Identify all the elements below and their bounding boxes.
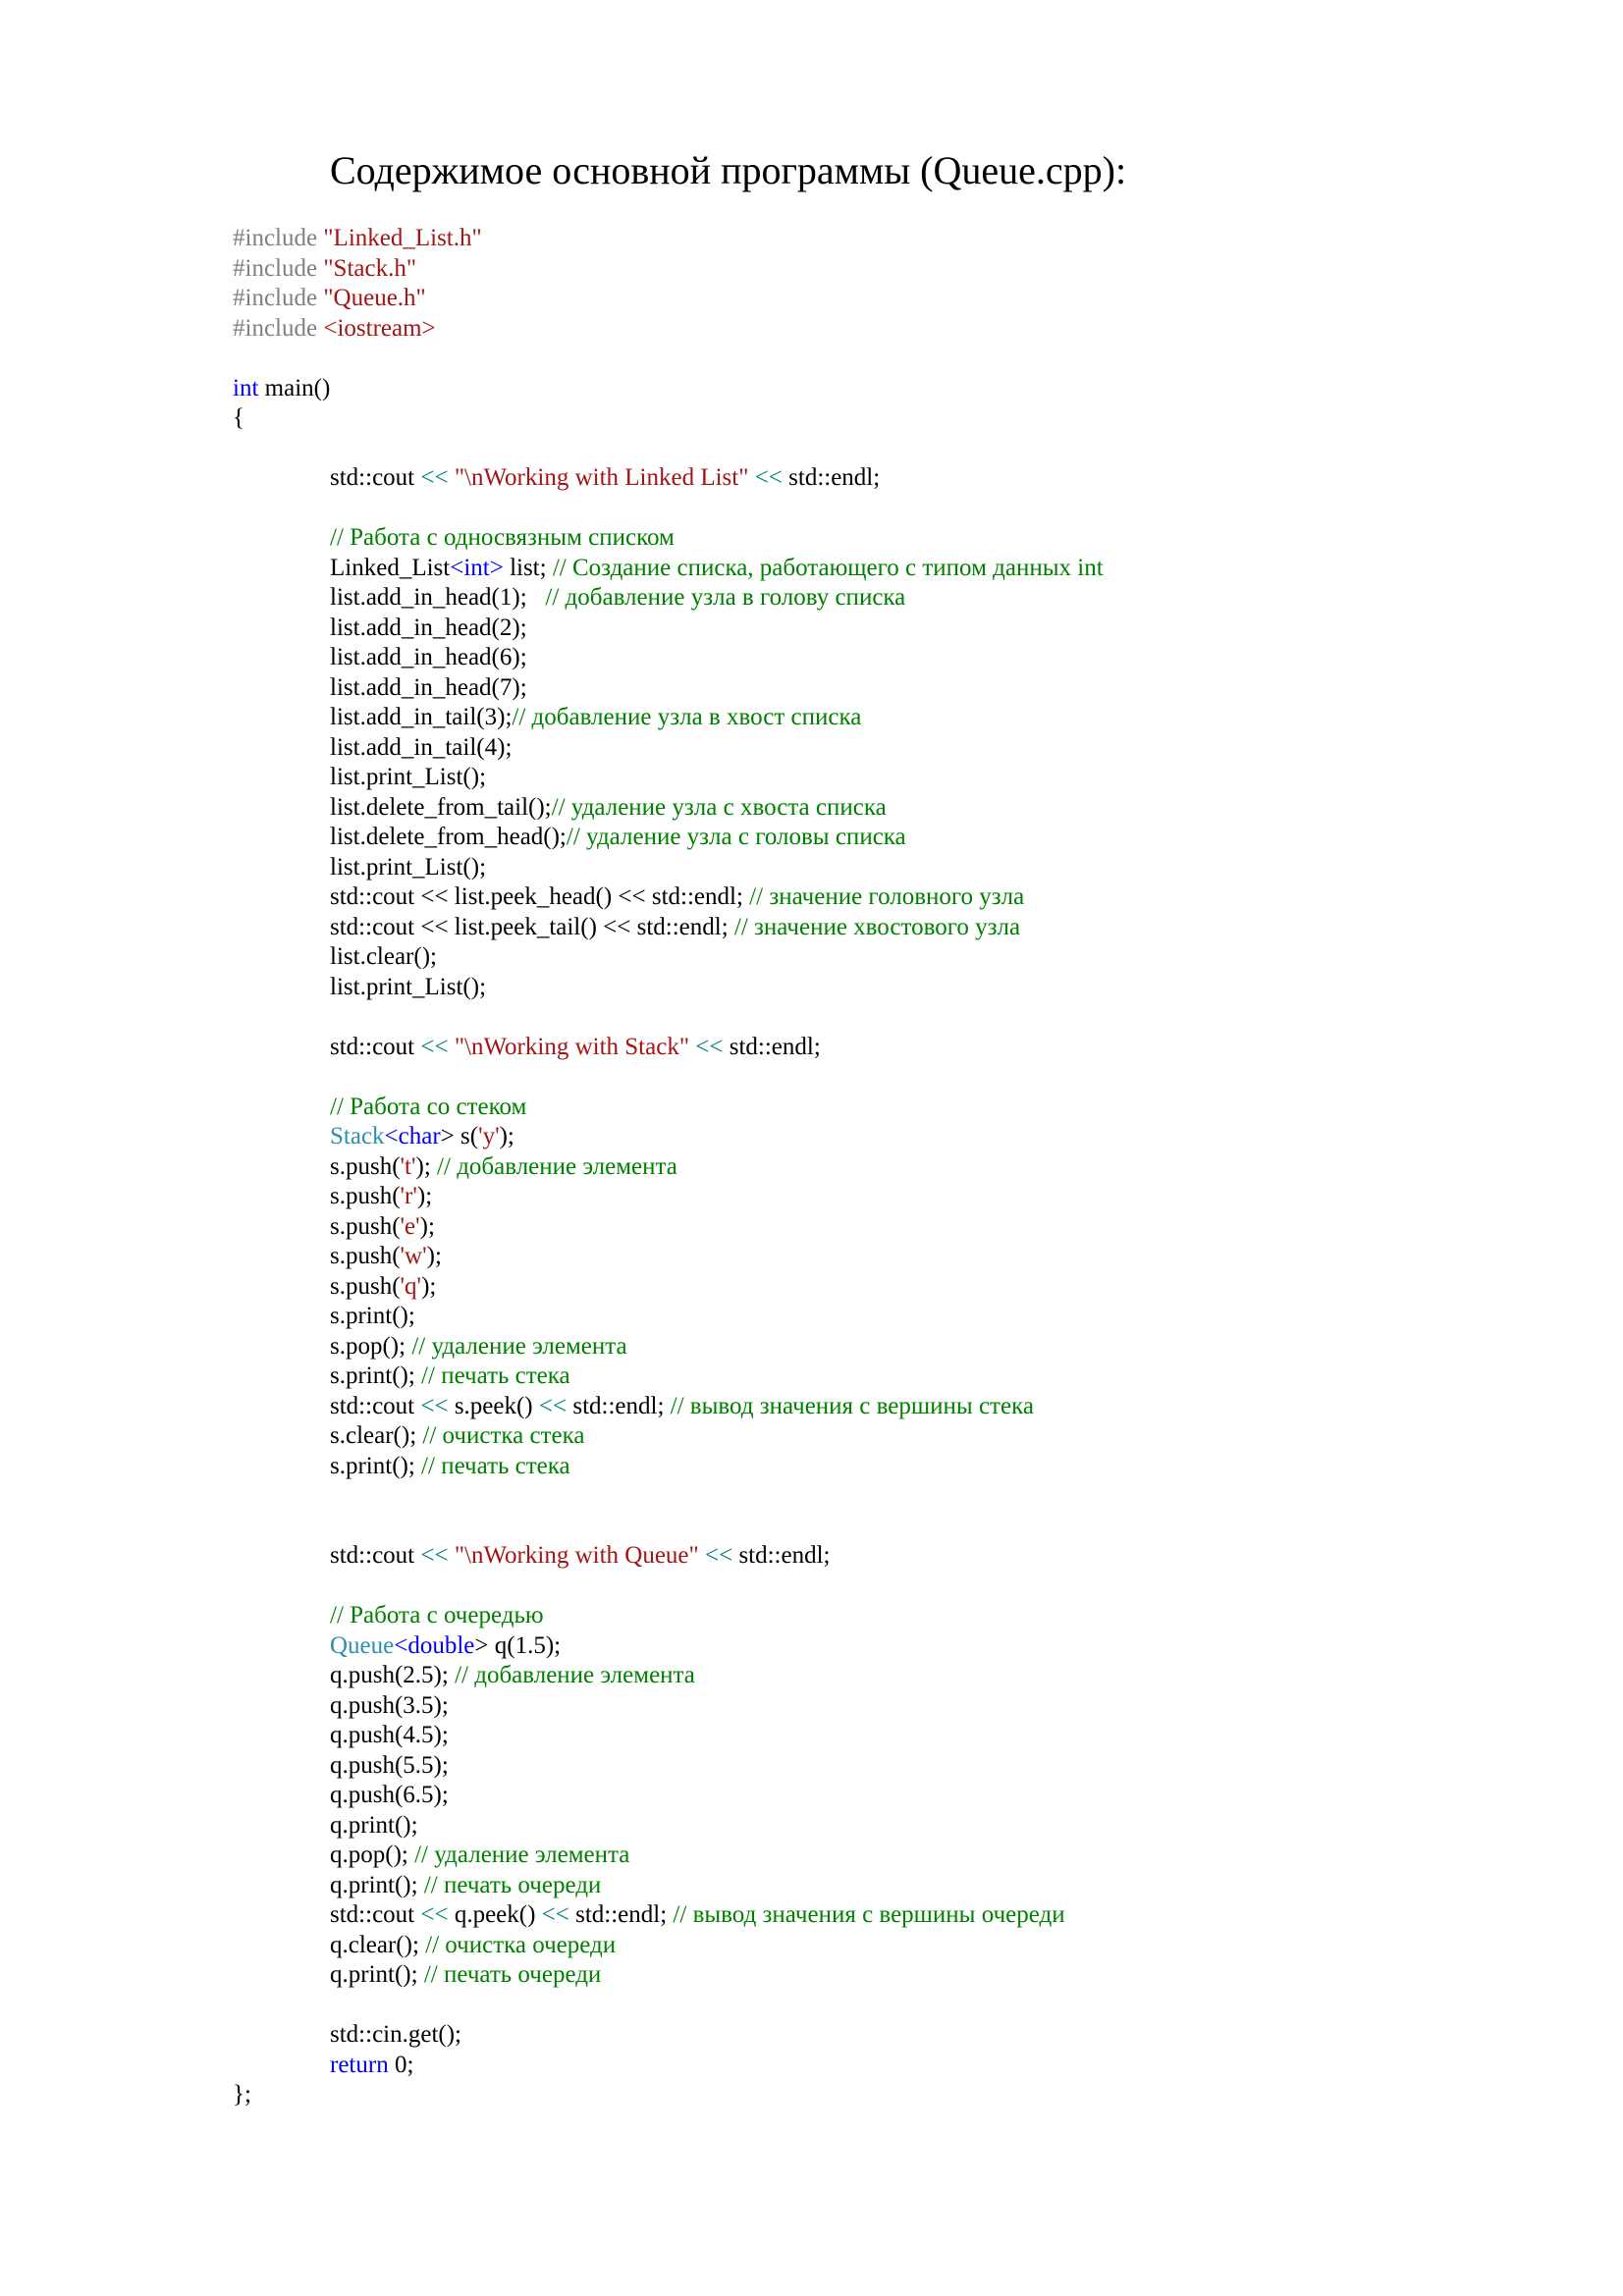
code-line [233, 1093, 1104, 1123]
code-line [233, 703, 1104, 733]
code-text-token: list.add_in_head(1); [330, 584, 546, 611]
type-token: Stack [330, 1123, 385, 1149]
comment-token: // вывод значения с вершины очереди [673, 1901, 1065, 1928]
code-line [233, 1512, 1104, 1542]
string-token: 't' [400, 1152, 416, 1180]
code-line [233, 1481, 1104, 1512]
comment-token: // удаление узла с хвоста списка [551, 793, 887, 821]
operator-token: << [704, 1542, 733, 1569]
comment-token: // вывод значения с вершины стека [670, 1392, 1034, 1419]
code-line [233, 2051, 1104, 2081]
code-text-token: q.push(5.5); [330, 1751, 449, 1779]
code-text-token: list.print_List(); [330, 973, 487, 1000]
code-text-token: q.push(2.5); [330, 1662, 456, 1688]
comment-token: // печать стека [421, 1452, 570, 1479]
string-token: 'e' [400, 1212, 420, 1240]
code-line [233, 853, 1104, 883]
comment-token: // добавление элемента [455, 1662, 695, 1688]
code-text-token: s.push( [330, 1272, 401, 1300]
code-text-token: list.add_in_head(6); [330, 644, 527, 670]
code-text-token: std::cout [330, 1033, 421, 1060]
preprocessor-token: #include [233, 254, 324, 282]
code-text-token: list.clear(); [330, 943, 437, 970]
code-text-token: ); [415, 1152, 438, 1180]
code-line [233, 763, 1104, 793]
operator-token: << [420, 1033, 449, 1060]
code-text-token: { [233, 404, 244, 431]
code-text-token: q.push(4.5); [330, 1722, 449, 1748]
code-line [233, 1721, 1104, 1751]
code-line [233, 1002, 1104, 1033]
code-line [233, 673, 1104, 704]
code-line [233, 913, 1104, 943]
code-line [233, 1122, 1104, 1152]
code-line [233, 403, 1104, 434]
comment-token: // удаление элемента [414, 1842, 630, 1868]
code-line [233, 942, 1104, 973]
comment-token: // Работа со стеком [330, 1093, 527, 1120]
comment-token: // добавление узла в хвост списка [512, 704, 862, 730]
code-text-token: q.print(); [330, 1811, 418, 1839]
operator-token: << [420, 1542, 449, 1569]
code-text-token: > s( [440, 1123, 479, 1149]
code-line [233, 1751, 1104, 1782]
code-line [233, 224, 1104, 254]
code-text-token: q.clear(); [330, 1931, 426, 1958]
operator-token: << [420, 1901, 449, 1928]
code-text-token: list.print_List(); [330, 853, 487, 881]
code-text-token: 0; [388, 2051, 414, 2078]
code-text-token: list.delete_from_head(); [330, 824, 567, 850]
operator-token: << [420, 1392, 449, 1419]
code-text-token: ); [416, 1183, 433, 1209]
keyword-token: return [330, 2051, 389, 2078]
keyword-token: <double [394, 1631, 475, 1659]
preprocessor-token: #include [233, 225, 324, 251]
comment-token: // Работа с односвязным списком [330, 524, 675, 551]
code-line [233, 1362, 1104, 1392]
code-line [233, 2080, 1104, 2110]
string-token: "\nWorking with Queue" [454, 1542, 699, 1569]
code-text-token: list.add_in_head(7); [330, 673, 527, 701]
code-line [233, 1541, 1104, 1572]
comment-token: // печать очереди [423, 1961, 602, 1988]
code-line [233, 643, 1104, 673]
code-text-token: std::cout << list.peek_head() << std::endl; [330, 883, 750, 910]
code-line [233, 1242, 1104, 1272]
code-line [233, 494, 1104, 524]
code-text-token: std::cout << list.peek_tail() << std::endl; [330, 913, 734, 940]
code-line [233, 1452, 1104, 1482]
type-token: Queue [330, 1631, 395, 1659]
code-text-token: Linked_List [330, 554, 451, 581]
code-line [233, 1841, 1104, 1871]
operator-token: << [541, 1901, 569, 1928]
code-text-token: q.pop(); [330, 1842, 415, 1868]
code-text-token: list.add_in_head(2); [330, 614, 527, 641]
code-line [233, 1931, 1104, 1961]
string-token: 'y' [478, 1123, 500, 1149]
code-listing [233, 224, 1104, 2110]
comment-token: // Работа с очередью [330, 1602, 544, 1629]
code-line [233, 1691, 1104, 1722]
code-text-token: s.print(); [330, 1452, 422, 1479]
code-text-token: ); [421, 1272, 437, 1300]
page-title: Содержимое основной программы (Queue.cpp): [330, 148, 1127, 192]
comment-token: // печать стека [421, 1362, 570, 1389]
code-line [233, 1332, 1104, 1362]
code-line [233, 1033, 1104, 1063]
operator-token: << [538, 1392, 568, 1419]
code-text-token: std::endl; [732, 1542, 831, 1569]
comment-token: // добавление узла в голову списка [545, 584, 906, 611]
string-token: "Linked_List.h" [323, 225, 482, 251]
code-line [233, 1062, 1104, 1093]
code-text-token: s.peek() [448, 1392, 539, 1419]
operator-token: << [754, 464, 783, 491]
code-line [233, 1991, 1104, 2021]
code-text-token: std::endl; [723, 1033, 821, 1060]
code-line [233, 1152, 1104, 1183]
keyword-token: int [233, 374, 259, 401]
code-line [233, 973, 1104, 1003]
code-line [233, 2020, 1104, 2051]
code-line [233, 344, 1104, 374]
code-text-token: > q(1.5); [474, 1631, 562, 1659]
comment-token: // значение головного узла [749, 883, 1025, 910]
preprocessor-token: #include [233, 285, 324, 311]
code-text-token: q.print(); [330, 1961, 424, 1988]
string-token: 'q' [400, 1272, 422, 1300]
code-line [233, 1900, 1104, 1931]
string-token: 'r' [400, 1183, 417, 1209]
code-text-token: s.push( [330, 1183, 401, 1209]
code-text-token: std::cout [330, 464, 421, 491]
code-line [233, 1421, 1104, 1452]
string-token: "\nWorking with Stack" [454, 1033, 690, 1060]
code-text-token: q.peek() [448, 1901, 542, 1928]
code-text-token: s.print(); [330, 1362, 422, 1389]
operator-token: << [420, 464, 449, 491]
code-text-token: ); [419, 1212, 435, 1240]
code-line [233, 1212, 1104, 1243]
comment-token: // удаление узла с головы списка [566, 824, 906, 850]
code-line [233, 1392, 1104, 1422]
code-text-token: s.pop(); [330, 1332, 412, 1360]
code-text-token: q.push(3.5); [330, 1691, 449, 1719]
string-token: "\nWorking with Linked List" [454, 464, 749, 491]
code-line [233, 314, 1104, 345]
code-text-token: s.print(); [330, 1303, 415, 1329]
code-text-token: list.add_in_tail(3); [330, 704, 513, 730]
comment-token: // очистка очереди [425, 1931, 617, 1958]
code-text-token: std::cout [330, 1542, 421, 1569]
code-line [233, 793, 1104, 824]
code-text-token: }; [233, 2081, 251, 2108]
code-text-token: s.push( [330, 1243, 401, 1269]
code-line [233, 1572, 1104, 1602]
code-line [233, 1661, 1104, 1691]
code-text-token: ); [499, 1123, 514, 1149]
code-text-token: s.push( [330, 1152, 401, 1180]
code-line [233, 284, 1104, 314]
code-line [233, 823, 1104, 853]
code-line [233, 1601, 1104, 1631]
code-line [233, 1272, 1104, 1303]
comment-token: // значение хвостового узла [733, 913, 1021, 940]
string-token: "Stack.h" [323, 254, 417, 282]
preprocessor-token: #include [233, 314, 324, 342]
comment-token: // добавление элемента [437, 1152, 677, 1180]
code-line [233, 1631, 1104, 1662]
code-line [233, 583, 1104, 614]
code-text-token: q.push(6.5); [330, 1782, 449, 1808]
code-line [233, 614, 1104, 644]
code-text-token: main() [258, 374, 331, 401]
comment-token: // печать очереди [423, 1871, 602, 1898]
code-line [233, 1302, 1104, 1332]
code-line [233, 523, 1104, 554]
string-token: 'w' [400, 1243, 427, 1269]
code-text-token: std::endl; [782, 464, 881, 491]
operator-token: << [695, 1033, 724, 1060]
code-text-token: std::cout [330, 1901, 421, 1928]
code-text-token: s.clear(); [330, 1422, 423, 1449]
code-line [233, 882, 1104, 913]
code-text-token: std::endl; [568, 1901, 674, 1928]
code-text-token: std::cout [330, 1392, 421, 1419]
code-text-token: std::cin.get(); [330, 2021, 461, 2048]
code-line [233, 1781, 1104, 1811]
string-token: <iostream> [323, 314, 436, 342]
code-text-token: list; [503, 554, 553, 581]
string-token: "Queue.h" [323, 285, 426, 311]
keyword-token: <int> [450, 554, 504, 581]
code-line [233, 1871, 1104, 1901]
comment-token: // Создание списка, работающего с типом данных int [552, 554, 1104, 581]
code-text-token: q.print(); [330, 1871, 424, 1898]
code-line [233, 1182, 1104, 1212]
code-line [233, 254, 1104, 285]
code-line [233, 1960, 1104, 1991]
code-line [233, 463, 1104, 494]
code-text-token: std::endl; [567, 1392, 671, 1419]
comment-token: // удаление элемента [411, 1332, 627, 1360]
code-text-token: ); [426, 1243, 442, 1269]
code-text-token: list.add_in_tail(4); [330, 733, 513, 761]
code-line [233, 374, 1104, 404]
code-text-token: list.print_List(); [330, 764, 487, 790]
code-text-token: s.push( [330, 1212, 401, 1240]
keyword-token: <char [384, 1123, 441, 1149]
code-line [233, 1811, 1104, 1842]
comment-token: // очистка стека [422, 1422, 585, 1449]
code-line [233, 434, 1104, 464]
code-line [233, 554, 1104, 584]
code-text-token: list.delete_from_tail(); [330, 793, 552, 821]
code-line [233, 733, 1104, 764]
